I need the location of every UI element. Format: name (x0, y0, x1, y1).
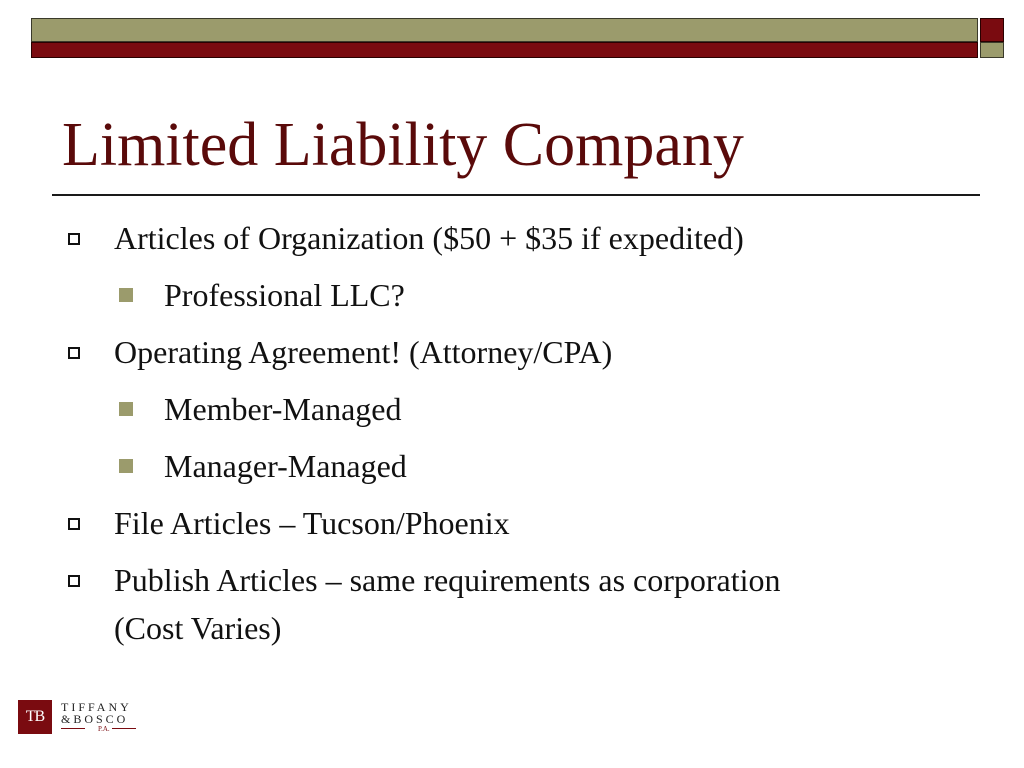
open-square-bullet-icon (68, 347, 80, 359)
sub-bullet-item: Member-Managed (164, 391, 402, 427)
slide-title: Limited Liability Company (62, 111, 744, 179)
sub-bullet-item: Manager-Managed (164, 448, 407, 484)
bullet-item: Publish Articles – same requirements as corporation (114, 562, 781, 598)
bullet-item-continuation: (Cost Varies) (114, 610, 282, 646)
filled-square-bullet-icon (119, 459, 133, 473)
top-decoration (0, 0, 1024, 70)
filled-square-bullet-icon (119, 402, 133, 416)
open-square-bullet-icon (68, 233, 80, 245)
logo-text-line1: TIFFANY (61, 700, 132, 714)
olive-band (31, 18, 978, 42)
open-square-bullet-icon (68, 518, 80, 530)
red-band (31, 42, 978, 58)
olive-corner-square (980, 42, 1004, 58)
firm-logo (18, 700, 158, 740)
logo-suffix: P.A. (98, 725, 110, 733)
logo-rule-right (112, 728, 136, 729)
filled-square-bullet-icon (119, 288, 133, 302)
bullet-item: Operating Agreement! (Attorney/CPA) (114, 334, 613, 370)
red-corner-square (980, 18, 1004, 42)
logo-monogram: TB (18, 700, 52, 734)
open-square-bullet-icon (68, 575, 80, 587)
sub-bullet-item: Professional LLC? (164, 277, 405, 313)
bullet-item: File Articles – Tucson/Phoenix (114, 505, 510, 541)
bullet-item: Articles of Organization ($50 + $35 if expedited) (114, 220, 744, 256)
title-divider (52, 194, 980, 196)
logo-text-line2: &BOSCO (61, 712, 129, 726)
logo-rule-left (61, 728, 85, 729)
